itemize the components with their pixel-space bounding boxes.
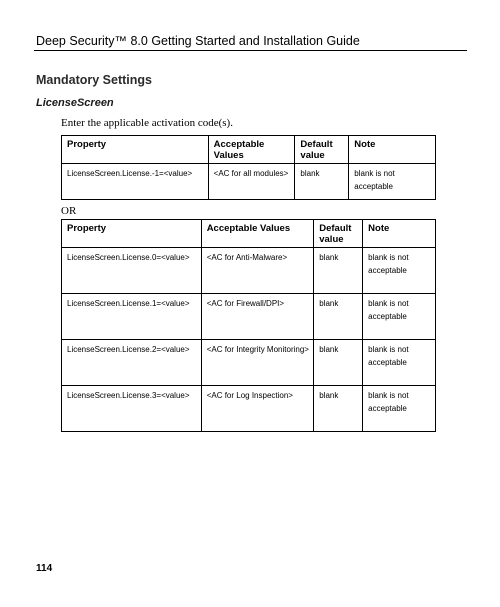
- column-header-acceptable-values: Acceptable Values: [208, 136, 295, 164]
- column-header-property: Property: [62, 136, 209, 164]
- default-value-cell: blank: [295, 164, 349, 200]
- instruction-text: Enter the applicable activation code(s).: [61, 117, 233, 129]
- property-cell: LicenseScreen.License.3=<value>: [62, 386, 202, 432]
- license-table-single: [61, 135, 436, 200]
- license-table-per-module: [61, 219, 436, 432]
- acceptable-values-cell: <AC for Integrity Monitoring>: [201, 340, 314, 386]
- acceptable-values-cell: <AC for Log Inspection>: [201, 386, 314, 432]
- page-number: 114: [36, 563, 53, 574]
- table-row: [62, 164, 436, 200]
- default-value-cell: blank: [314, 248, 363, 294]
- acceptable-values-cell: <AC for all modules>: [208, 164, 295, 200]
- subsection-title: LicenseScreen: [36, 97, 114, 109]
- table-row: [62, 340, 436, 386]
- default-value-cell: blank: [314, 340, 363, 386]
- property-cell: LicenseScreen.License.2=<value>: [62, 340, 202, 386]
- table-header-row: [62, 136, 436, 164]
- header-divider: [34, 50, 467, 51]
- property-cell: LicenseScreen.License.1=<value>: [62, 294, 202, 340]
- column-header-note: Note: [349, 136, 436, 164]
- table-row: [62, 248, 436, 294]
- default-value-cell: blank: [314, 386, 363, 432]
- property-cell: LicenseScreen.License.-1=<value>: [62, 164, 209, 200]
- note-cell: blank is not acceptable: [363, 294, 436, 340]
- column-header-note: Note: [363, 220, 436, 248]
- note-cell: blank is not acceptable: [363, 386, 436, 432]
- section-title: Mandatory Settings: [36, 73, 152, 87]
- column-header-default-value: Default value: [314, 220, 363, 248]
- column-header-default-value: Default value: [295, 136, 349, 164]
- column-header-property: Property: [62, 220, 202, 248]
- property-cell: LicenseScreen.License.0=<value>: [62, 248, 202, 294]
- default-value-cell: blank: [314, 294, 363, 340]
- table-header-row: [62, 220, 436, 248]
- acceptable-values-cell: <AC for Anti-Malware>: [201, 248, 314, 294]
- or-separator: OR: [61, 205, 77, 217]
- column-header-acceptable-values: Acceptable Values: [201, 220, 314, 248]
- table-row: [62, 386, 436, 432]
- table-row: [62, 294, 436, 340]
- running-header: Deep Security™ 8.0 Getting Started and Installation Guide: [36, 34, 360, 48]
- note-cell: blank is not acceptable: [363, 248, 436, 294]
- acceptable-values-cell: <AC for Firewall/DPI>: [201, 294, 314, 340]
- note-cell: blank is not acceptable: [349, 164, 436, 200]
- note-cell: blank is not acceptable: [363, 340, 436, 386]
